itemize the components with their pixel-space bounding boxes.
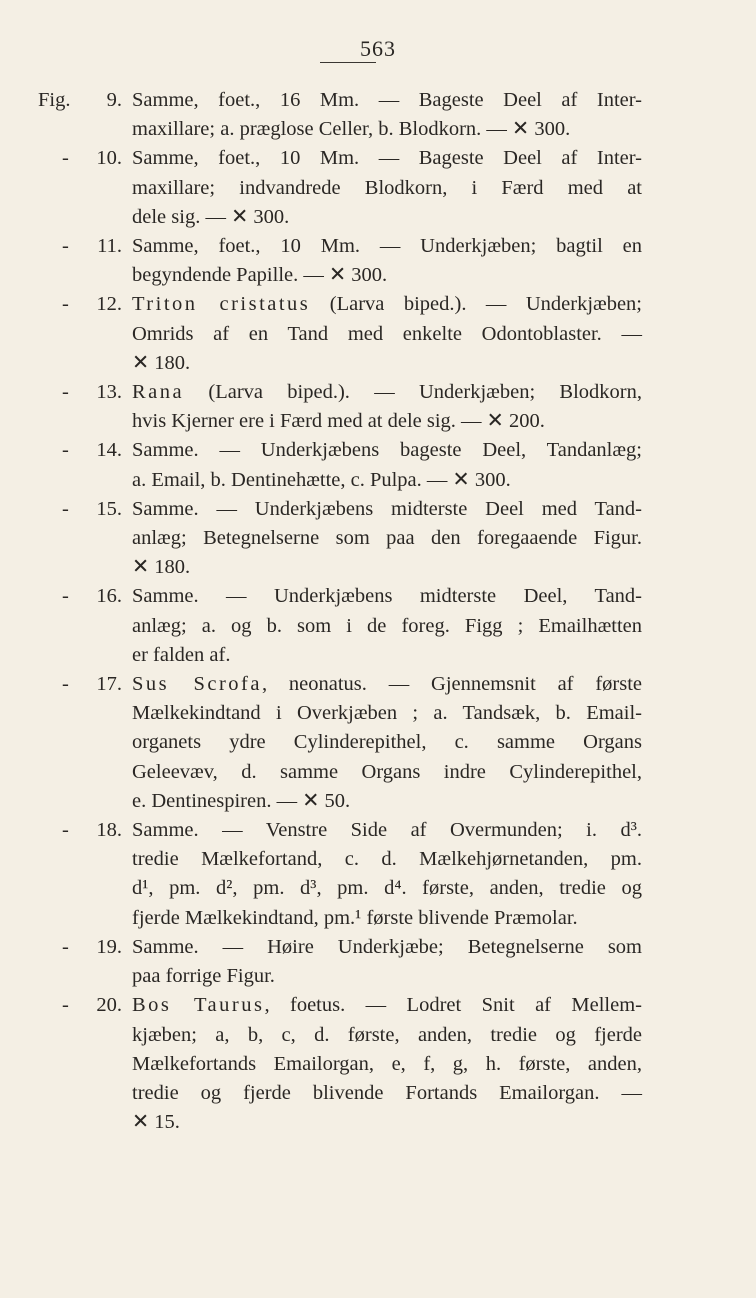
fig-dash: - bbox=[62, 381, 69, 404]
text-line: Bos Taurus, foetus. — Lodret Snit af Mellem- bbox=[132, 994, 642, 1017]
text-line: er falden af. bbox=[132, 643, 231, 666]
text-line: Samme, foet., 10 Mm. — Bageste Deel af Inter- bbox=[132, 147, 642, 170]
figure-entry bbox=[0, 144, 756, 232]
text-line: Mælkefortands Emailorgan, e, f, g, h. første, anden, bbox=[132, 1052, 642, 1075]
fig-dash: - bbox=[62, 147, 69, 170]
text-line: Samme. — Underkjæbens midterste Deel, Tand- bbox=[132, 585, 642, 608]
figure-number: 13. bbox=[96, 381, 122, 404]
figure-description bbox=[132, 144, 642, 232]
fig-label: Fig. bbox=[38, 89, 71, 111]
figure-entry bbox=[0, 582, 756, 670]
text-line: organets ydre Cylinderepithel, c. samme Organs bbox=[132, 731, 642, 754]
fig-dash: - bbox=[62, 439, 69, 462]
text-line: ✕ 15. bbox=[132, 1111, 180, 1134]
fig-dash: - bbox=[62, 994, 69, 1017]
figure-number: 9. bbox=[106, 89, 122, 111]
fig-dash: - bbox=[62, 935, 69, 958]
figure-number: 17. bbox=[96, 673, 122, 696]
text-line: fjerde Mælkekindtand, pm.¹ første blivende Præmolar. bbox=[132, 906, 578, 929]
text-line: Samme. — Underkjæbens bageste Deel, Tandanlæg; bbox=[132, 439, 642, 462]
figure-description bbox=[132, 86, 642, 144]
page-number: 563 bbox=[360, 36, 396, 61]
figure-description bbox=[132, 582, 642, 670]
figure-number: 15. bbox=[96, 497, 122, 520]
fig-dash: - bbox=[62, 235, 69, 258]
text-line: Mælkekindtand i Overkjæben ; a. Tandsæk, b. Email- bbox=[132, 702, 642, 725]
text-line: Samme, foet., 10 Mm. — Underkjæben; bagtil en bbox=[132, 235, 642, 258]
text-line: Samme. — Høire Underkjæbe; Betegnelserne som bbox=[132, 935, 642, 958]
text-line: a. Email, b. Dentinehætte, c. Pulpa. — ✕ 300. bbox=[132, 468, 511, 491]
figure-description bbox=[132, 378, 642, 436]
text-line: hvis Kjerner ere i Færd med at dele sig. — ✕ 200. bbox=[132, 410, 545, 433]
fig-dash: - bbox=[62, 293, 69, 316]
figure-number: 11. bbox=[97, 235, 122, 258]
text-line: d¹, pm. d², pm. d³, pm. d⁴. første, anden, tredie og bbox=[132, 877, 642, 900]
figure-number: 14. bbox=[96, 439, 122, 462]
text-line: kjæben; a, b, c, d. første, anden, tredie og fjerde bbox=[132, 1023, 642, 1046]
text-line: Rana (Larva biped.). — Underkjæben; Blodkorn, bbox=[132, 381, 642, 404]
fig-dash: - bbox=[62, 497, 69, 520]
figure-description bbox=[132, 495, 642, 583]
text-line: Samme. — Venstre Side af Overmunden; i. d³. bbox=[132, 819, 642, 842]
text-line: Samme, foet., 16 Mm. — Bageste Deel af Inter- bbox=[132, 89, 642, 111]
text-line: tredie Mælkefortand, c. d. Mælkehjørnetanden, pm. bbox=[132, 848, 642, 871]
figure-entry bbox=[0, 816, 756, 933]
fig-dash: - bbox=[62, 673, 69, 696]
figure-description bbox=[132, 816, 642, 933]
text-line: ✕ 180. bbox=[132, 351, 191, 374]
figure-description bbox=[132, 991, 642, 1137]
figure-entry bbox=[0, 991, 756, 1137]
text-line: maxillare; a. præglose Celler, b. Blodkorn. — ✕ 300. bbox=[132, 118, 571, 141]
text-line: begyndende Papille. — ✕ 300. bbox=[132, 264, 388, 287]
figure-entry bbox=[0, 290, 756, 378]
figure-entry bbox=[0, 232, 756, 290]
figure-number: 16. bbox=[96, 585, 122, 608]
figure-entry bbox=[0, 933, 756, 991]
figure-description bbox=[132, 670, 642, 816]
text-line: ✕ 180. bbox=[132, 556, 191, 579]
text-line: anlæg; a. og b. som i de foreg. Figg ; Emailhætten bbox=[132, 614, 642, 637]
page-number-rule bbox=[320, 62, 376, 63]
figure-number: 12. bbox=[96, 293, 122, 316]
figure-entry bbox=[0, 495, 756, 583]
text-line: paa forrige Figur. bbox=[132, 965, 275, 988]
figure-number: 18. bbox=[96, 819, 122, 842]
figure-entry bbox=[0, 86, 756, 144]
text-line: Triton cristatus (Larva biped.). — Underkjæben; bbox=[132, 293, 642, 316]
figure-description bbox=[132, 232, 642, 290]
text-line: Geleevæv, d. samme Organs indre Cylinderepithel, bbox=[132, 760, 642, 783]
figure-entry bbox=[0, 378, 756, 436]
text-line: maxillare; indvandrede Blodkorn, i Færd med at bbox=[132, 176, 642, 199]
figure-description bbox=[132, 290, 642, 378]
text-line: Samme. — Underkjæbens midterste Deel med Tand- bbox=[132, 497, 642, 520]
text-line: e. Dentinespiren. — ✕ 50. bbox=[132, 789, 351, 812]
figure-entry bbox=[0, 670, 756, 816]
figure-description bbox=[132, 436, 642, 494]
figure-number: 19. bbox=[96, 935, 122, 958]
figure-legend-list bbox=[0, 86, 756, 1137]
text-line: Sus Scrofa, neonatus. — Gjennemsnit af første bbox=[132, 673, 642, 696]
text-line: anlæg; Betegnelserne som paa den foregaaende Figur. bbox=[132, 527, 642, 550]
text-line: Omrids af en Tand med enkelte Odontoblaster. — bbox=[132, 322, 642, 345]
fig-dash: - bbox=[62, 819, 69, 842]
figure-description bbox=[132, 933, 642, 991]
figure-entry bbox=[0, 436, 756, 494]
fig-dash: - bbox=[62, 585, 69, 608]
text-line: tredie og fjerde blivende Fortands Emailorgan. — bbox=[132, 1081, 642, 1104]
text-line: dele sig. — ✕ 300. bbox=[132, 205, 290, 228]
figure-number: 10. bbox=[96, 147, 122, 170]
figure-number: 20. bbox=[96, 994, 122, 1017]
